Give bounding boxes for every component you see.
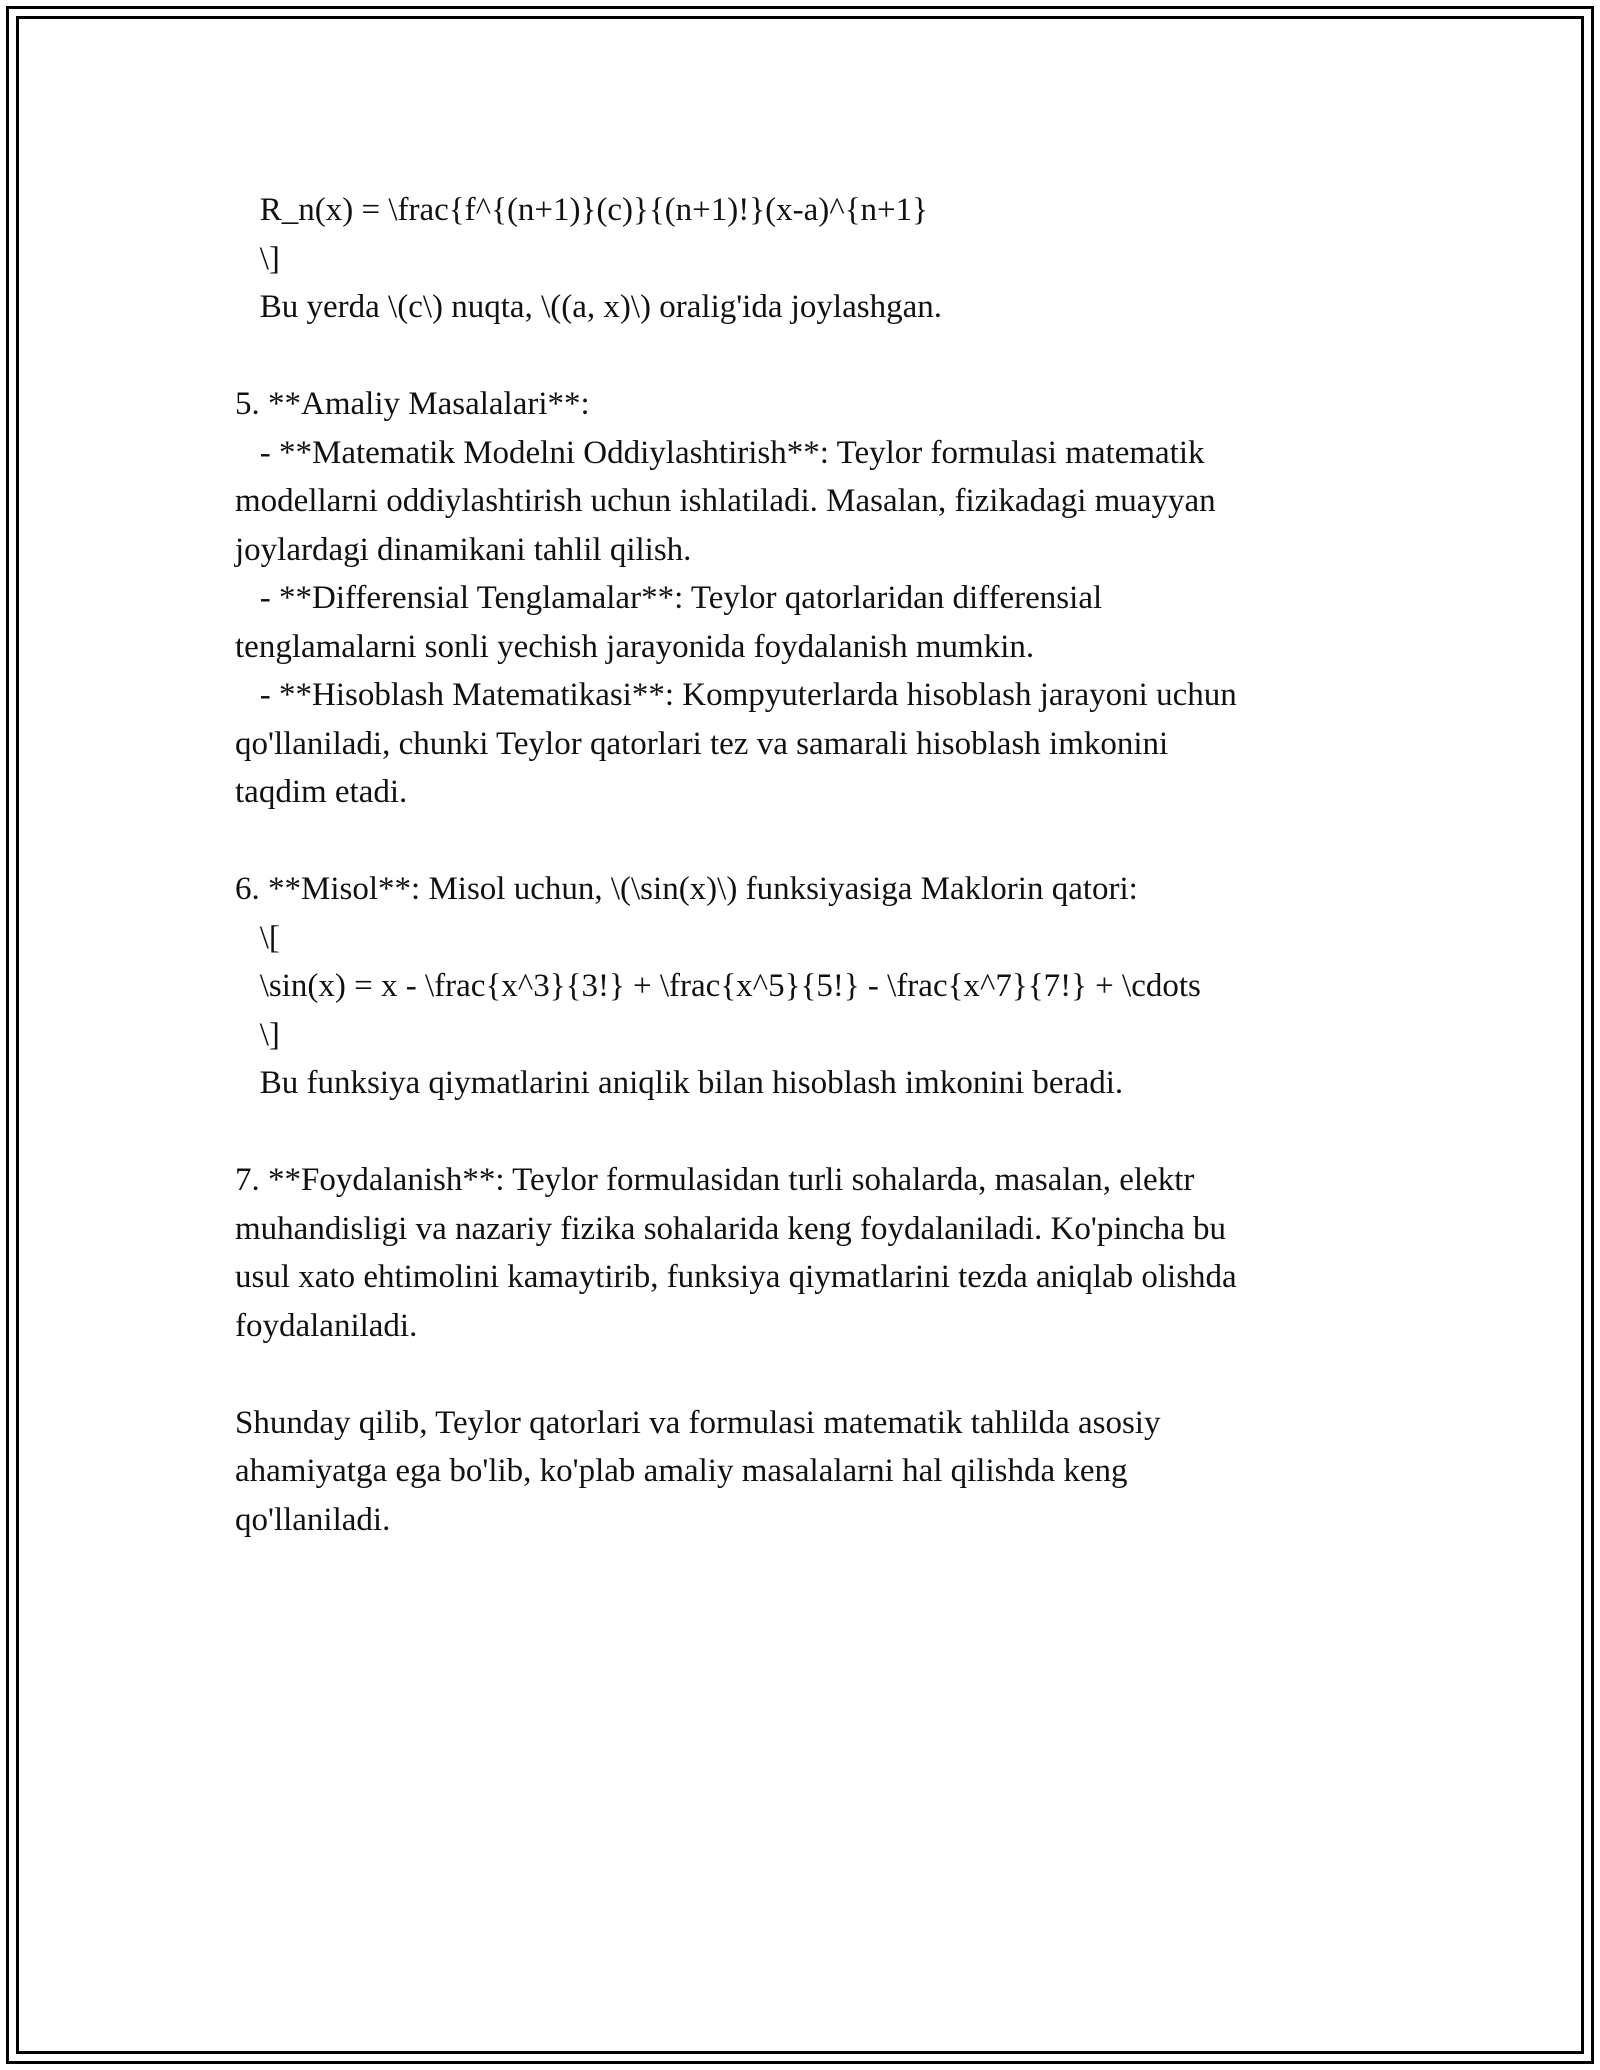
blank-line [235, 817, 1365, 866]
blank-line [235, 1350, 1365, 1399]
section-heading: 5. **Amaliy Masalalari**: [235, 386, 590, 422]
text-line: modellarni oddiylashtirish uchun ishlatiladi. Masalan, fizikadagi muayyan [235, 483, 1216, 519]
text-line: \] [235, 1016, 280, 1053]
conclusion-line: Shunday qilib, Teylor qatorlari va formulasi matematik tahlilda asosiy [235, 1404, 1161, 1441]
text-line: qo'llaniladi, chunki Teylor qatorlari tez va samarali hisoblash imkonini [235, 725, 1169, 762]
text-line: tenglamalarni sonli yechish jarayonida foydalanish mumkin. [235, 628, 1035, 665]
text-line: muhandisligi va nazariy fizika sohalarida keng foydalaniladi. Ko'pincha bu [235, 1210, 1227, 1247]
text-line: - **Differensial Tenglamalar**: Teylor qatorlaridan differensial [235, 580, 1103, 616]
text-line: usul xato ehtimolini kamaytirib, funksiya qiymatlarini tezda aniqlab olishda [235, 1259, 1237, 1295]
text-line: - **Matematik Modelni Oddiylashtirish**: Teylor formulasi matematik [235, 434, 1205, 471]
text-line: foydalaniladi. [235, 1307, 418, 1344]
text-line: taqdim etadi. [235, 774, 408, 810]
document-body [235, 186, 1365, 1544]
section-heading: 6. **Misol**: Misol uchun, \(\sin(x)\) funksiyasiga Maklorin qatori: [235, 871, 1138, 907]
text-line: Bu yerda \(c\) nuqta, \((a, x)\) oralig'ida joylashgan. [235, 289, 942, 325]
blank-line [235, 1108, 1365, 1157]
text-line: - **Hisoblash Matematikasi**: Kompyuterlarda hisoblash jarayoni uchun [235, 677, 1237, 713]
conclusion-line: qo'llaniladi. [235, 1501, 391, 1538]
text-line: R_n(x) = \frac{f^{(n+1)}(c)}{(n+1)!}(x-a)^{n+1} [235, 192, 928, 228]
text-line: \] [235, 240, 280, 277]
text-line: \[ [235, 919, 280, 956]
text-line: joylardagi dinamikani tahlil qilish. [235, 531, 692, 568]
section-heading: 7. **Foydalanish**: Teylor formulasidan turli sohalarda, masalan, elektr [235, 1162, 1195, 1198]
text-line: \sin(x) = x - \frac{x^3}{3!} + \frac{x^5}{5!} - \frac{x^7}{7!} + \cdots [235, 968, 1201, 1004]
conclusion-line: ahamiyatga ega bo'lib, ko'plab amaliy masalalarni hal qilishda keng [235, 1453, 1128, 1489]
text-line: Bu funksiya qiymatlarini aniqlik bilan hisoblash imkonini beradi. [235, 1065, 1124, 1101]
blank-line [235, 332, 1365, 381]
